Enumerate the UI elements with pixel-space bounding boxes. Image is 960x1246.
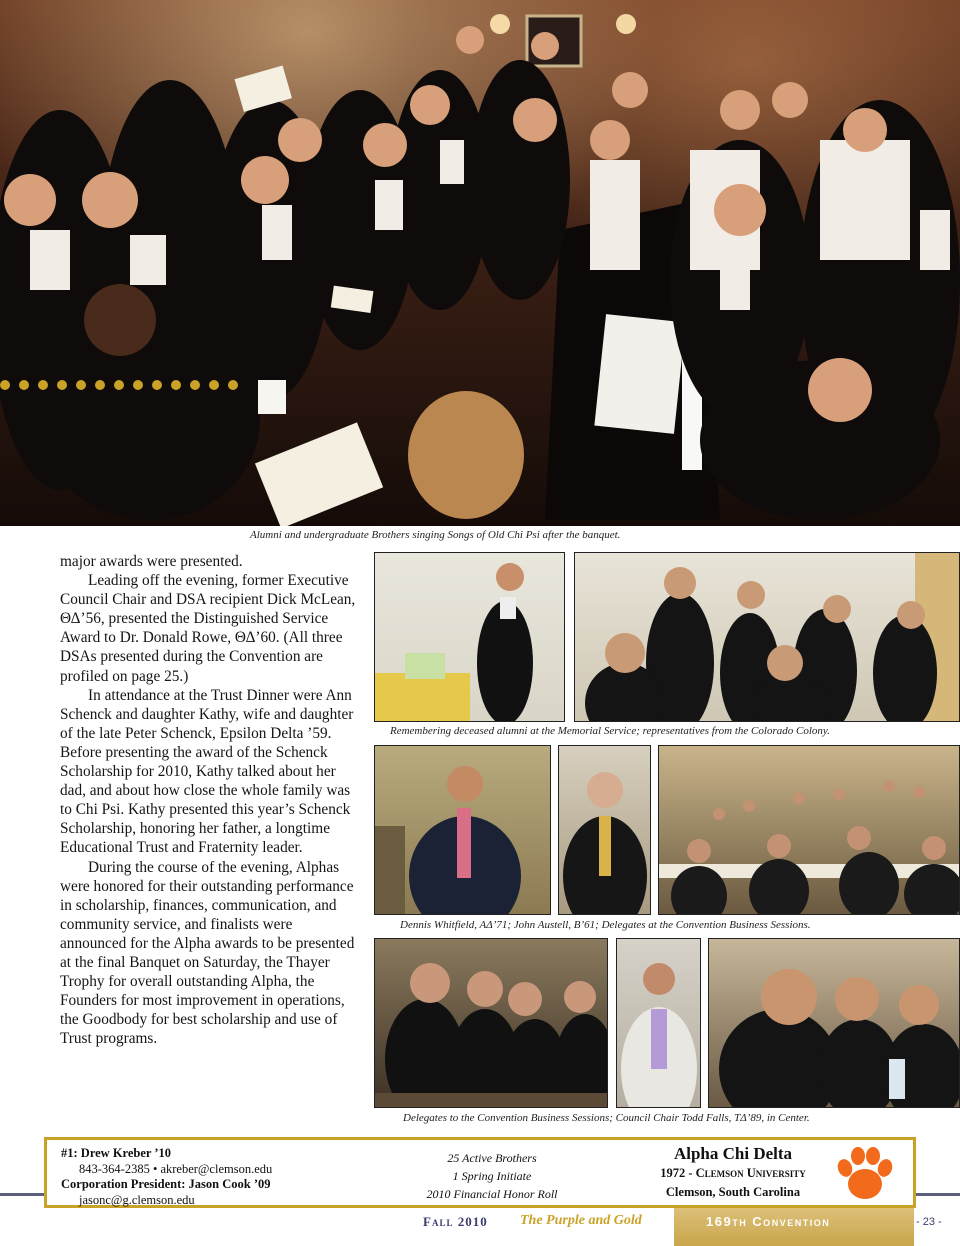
- caption-row1: Remembering deceased alumni at the Memorial Service; representatives from the Colorado Colony.: [390, 725, 830, 737]
- left-rule: [0, 1193, 44, 1196]
- page-footer: [0, 1208, 960, 1246]
- corp-president-email: jasonc@g.clemson.edu: [79, 1192, 195, 1207]
- caption-row2: Dennis Whitfield, AΔ’71; John Austell, B’61; Delegates at the Convention Business Sessions.: [400, 919, 811, 931]
- paragraph: Leading off the evening, former Executive Council Chair and DSA recipient Dick McLean, ΘΔ’56, presented the Distinguished Service Award to Dr. Donald Rowe, ΘΔ’60. (All three DSAs presented during the Convention are profiled on page 25.): [60, 572, 356, 685]
- paragraph: During the course of the evening, Alphas were honored for their outstanding performance in scholarship, finances, communication, and community service, and finalists were announced for the Alpha awards to be presented at the final Banquet on Saturday, the Thayer Trophy for overall outstanding Alpha, the Founders for most improvement in operations, the Goodbody for best scholarship and use of Trust programs.: [60, 858, 355, 1048]
- corp-president-label: Corporation President: Jason Cook ’09: [61, 1177, 271, 1191]
- chapter-identity: [627, 1144, 839, 1202]
- photo-delegates-hall: [658, 745, 960, 915]
- chapter-stats: [407, 1149, 577, 1203]
- number-one-contact: 843-364-2385 • akreber@clemson.edu: [79, 1161, 273, 1176]
- caption-row3: Delegates to the Convention Business Sessions; Council Chair Todd Falls, TΔ’89, in Center.: [403, 1112, 810, 1124]
- chapter-location: Clemson, South Carolina: [665, 1185, 801, 1199]
- chapter-name: Alpha Chi Delta: [673, 1144, 793, 1163]
- stat-honor-roll: 2010 Financial Honor Roll: [426, 1187, 558, 1201]
- stat-actives: 25 Active Brothers: [447, 1151, 537, 1165]
- gold-dot-rule: [0, 380, 250, 392]
- footer-season: Fall 2010: [423, 1214, 488, 1229]
- photo-colorado-colony: [574, 552, 960, 722]
- number-one-label: #1: Drew Kreber ’10: [61, 1146, 172, 1160]
- footer-section-title: 169th Convention: [706, 1214, 831, 1229]
- right-rule: [916, 1193, 960, 1196]
- hero-caption: Alumni and undergraduate Brothers singing Songs of Old Chi Psi after the banquet.: [250, 529, 621, 541]
- photo-dennis-whitfield: [374, 745, 551, 915]
- photo-todd-falls: [616, 938, 701, 1108]
- footer-magazine-title: The Purple and Gold: [520, 1213, 642, 1228]
- photo-memorial-service: [374, 552, 565, 722]
- paragraph: In attendance at the Trust Dinner were Ann Schenck and daughter Kathy, wife and daughter of the late Peter Schenck, Epsilon Delta ’59. Before presenting the award of the Schenck Scholarship for 2010, Kathy talked about her dad, and about how close the whole family was to Chi Psi. Kathy presented this year’s Schenck Scholarship, honoring her father, a longtime Educational Trust and Fraternity leader.: [60, 686, 354, 857]
- article-body: [60, 552, 360, 1048]
- photo-delegates-table: [374, 938, 608, 1108]
- page-number: - 23 -: [916, 1216, 942, 1228]
- photo-delegates-smiling: [708, 938, 960, 1108]
- hero-photo-singing-brothers: [0, 0, 960, 526]
- chapter-info-box: [44, 1137, 916, 1208]
- chapter-contacts: [61, 1146, 272, 1208]
- stat-initiates: 1 Spring Initiate: [452, 1169, 532, 1183]
- hero-photo-scene: [0, 0, 960, 526]
- chapter-founded: 1972 - Clemson University: [660, 1166, 806, 1180]
- paragraph: major awards were presented.: [60, 553, 243, 570]
- photo-john-austell: [558, 745, 651, 915]
- clemson-paw-icon: [835, 1146, 895, 1204]
